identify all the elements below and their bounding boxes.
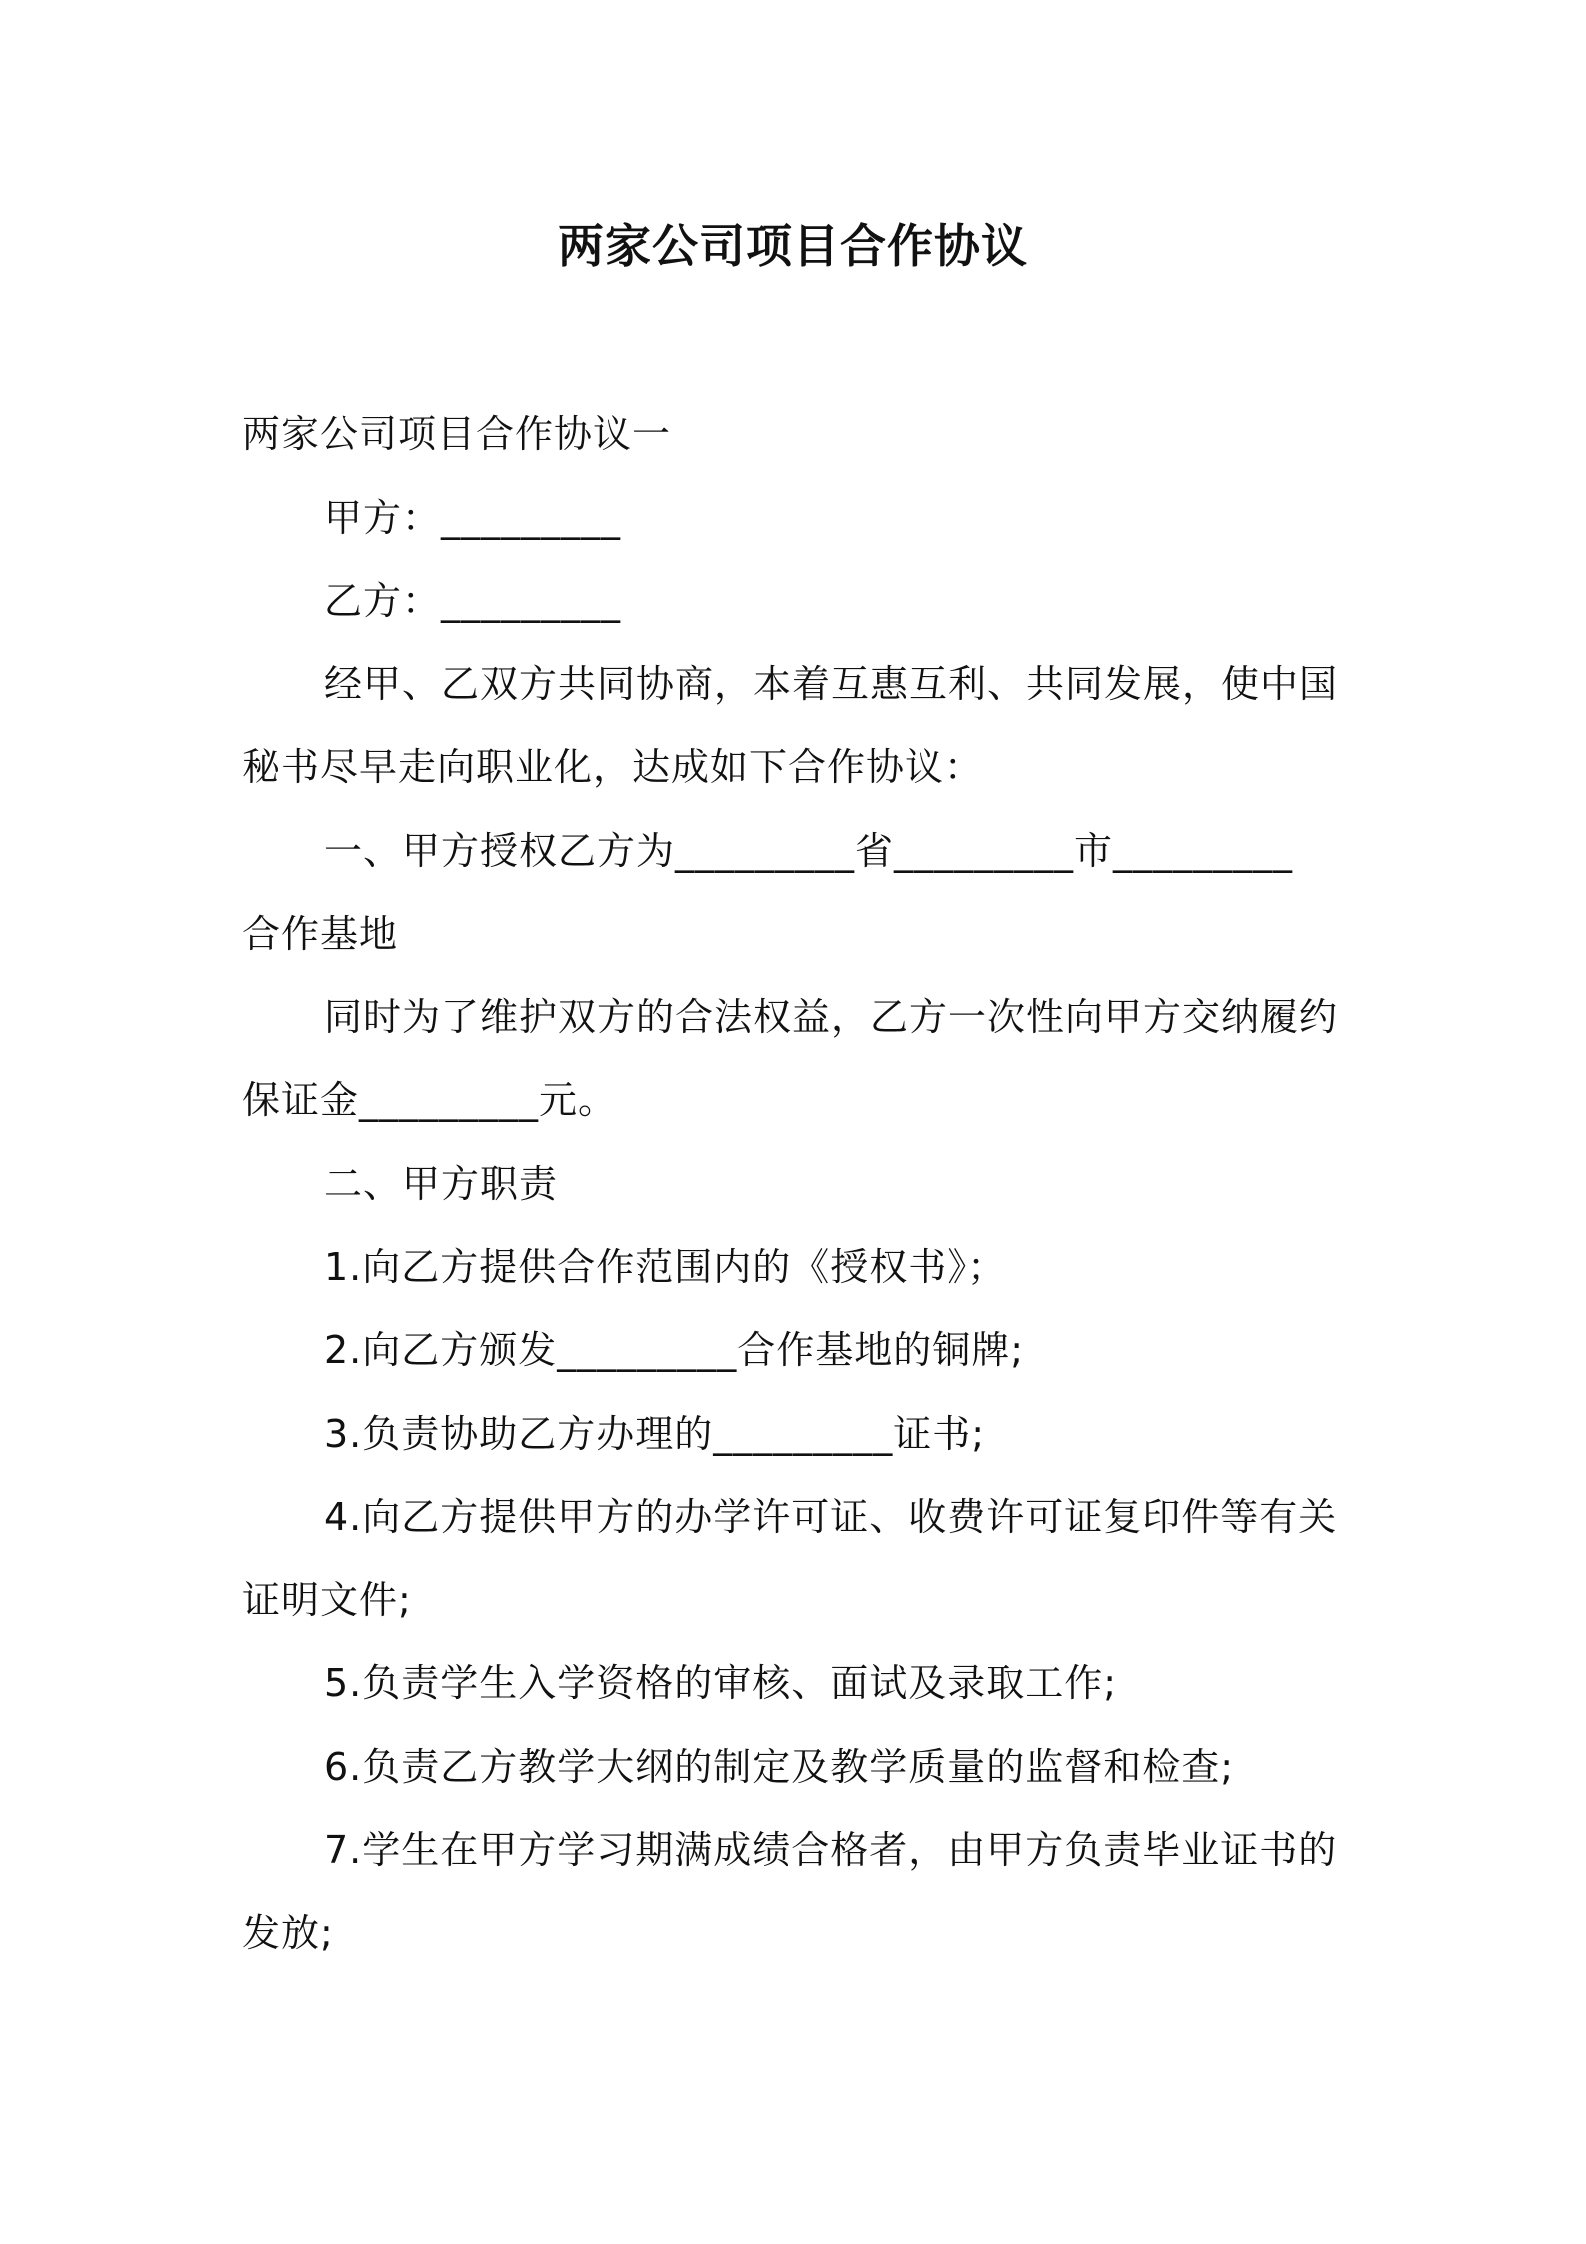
duty-item-4-line-2: 证明文件; bbox=[242, 1578, 412, 1622]
clause-1-line-1: 一、甲方授权乙方为_________省_________市_________ bbox=[324, 829, 1294, 873]
duty-item-7-line-2: 发放; bbox=[242, 1911, 334, 1955]
party-a-line: 甲方：_________ bbox=[324, 496, 622, 540]
deposit-line-1: 同时为了维护双方的合法权益，乙方一次性向甲方交纳履约 bbox=[324, 995, 1339, 1039]
clause-2-heading: 二、甲方职责 bbox=[324, 1162, 559, 1206]
duty-item-7-line-1: 7.学生在甲方学习期满成绩合格者，由甲方负责毕业证书的 bbox=[324, 1828, 1338, 1872]
section-heading: 两家公司项目合作协议一 bbox=[242, 412, 672, 456]
duty-item-1: 1.向乙方提供合作范围内的《授权书》； bbox=[324, 1245, 1007, 1289]
duty-item-2: 2.向乙方颁发_________合作基地的铜牌; bbox=[324, 1328, 1025, 1372]
preamble-line-2: 秘书尽早走向职业化，达成如下合作协议： bbox=[242, 745, 984, 789]
deposit-line-2: 保证金_________元。 bbox=[242, 1078, 618, 1122]
duty-item-5: 5.负责学生入学资格的审核、面试及录取工作; bbox=[324, 1661, 1118, 1705]
document-title: 两家公司项目合作协议 bbox=[558, 219, 1028, 273]
preamble-line-1: 经甲、乙双方共同协商，本着互惠互利、共同发展，使中国 bbox=[324, 662, 1339, 706]
duty-item-4-line-1: 4.向乙方提供甲方的办学许可证、收费许可证复印件等有关 bbox=[324, 1495, 1338, 1539]
clause-1-line-2: 合作基地 bbox=[242, 912, 399, 956]
party-b-line: 乙方：_________ bbox=[324, 579, 622, 623]
duty-item-3: 3.负责协助乙方办理的_________证书; bbox=[324, 1412, 986, 1456]
duty-item-6: 6.负责乙方教学大纲的制定及教学质量的监督和检查; bbox=[324, 1745, 1235, 1789]
